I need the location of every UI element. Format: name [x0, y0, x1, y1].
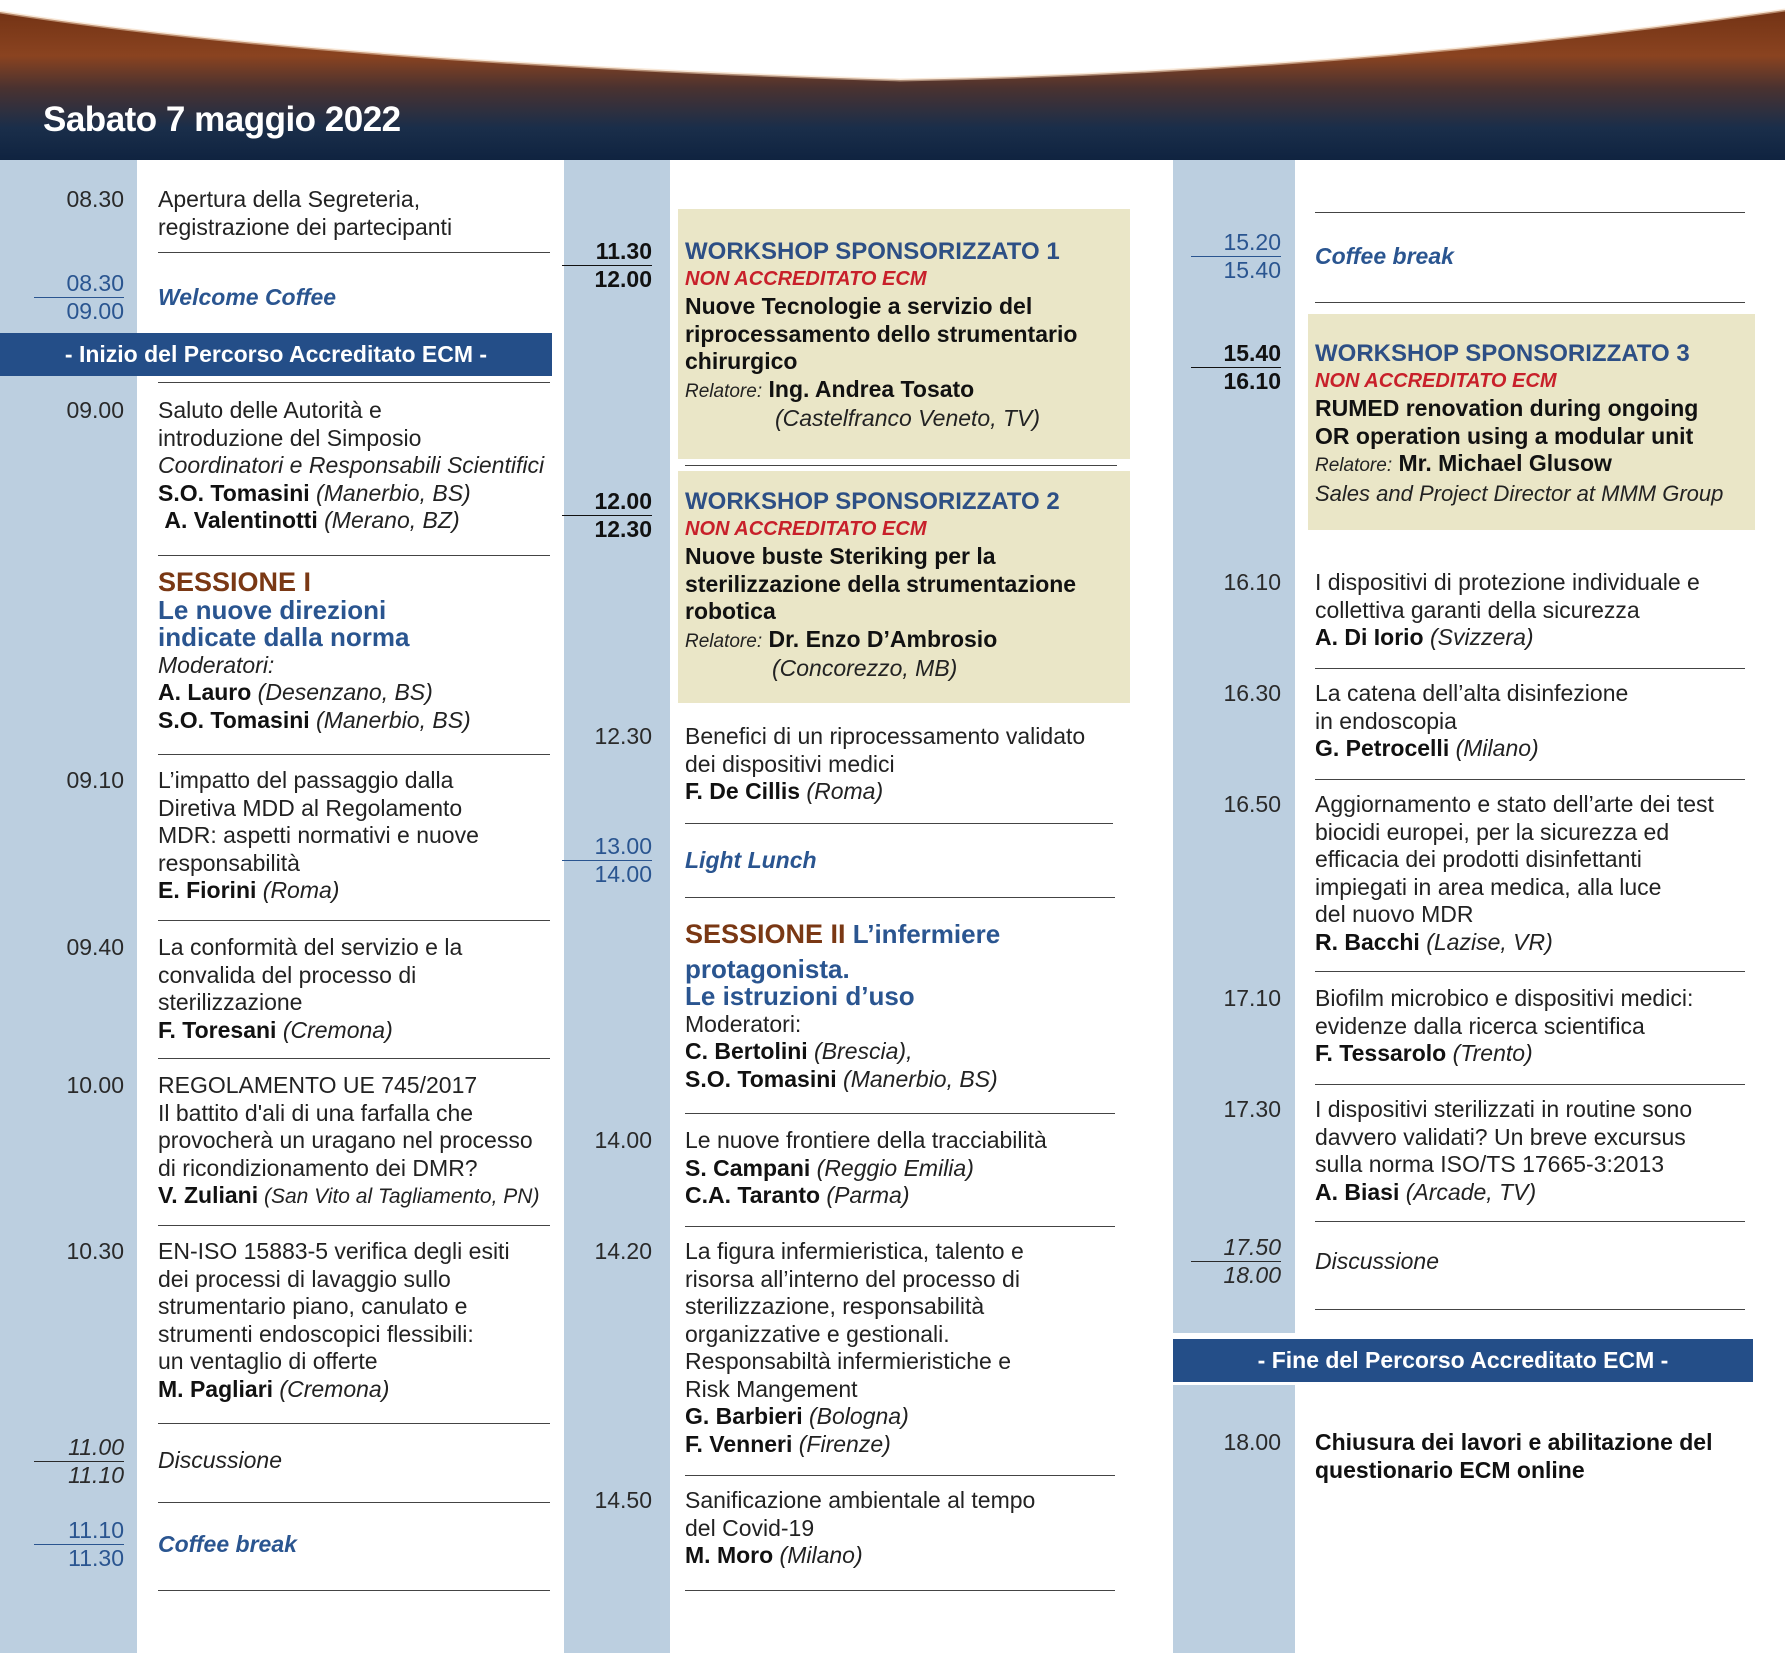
ecm-start-banner: - Inizio del Percorso Accreditato ECM - — [0, 333, 552, 376]
time-label: 17.30 — [1223, 1096, 1281, 1122]
closing-item: Chiusura dei lavori e abilitazione del questionario ECM online — [1315, 1429, 1713, 1483]
agenda-item: EN-ISO 15883-5 verifica degli esiti dei processi di lavaggio sullo strumentario piano, canulato e strumenti endoscopici flessibili: un ventaglio di offerte M. Pagliari (Cremona) — [158, 1238, 510, 1402]
agenda-item: I dispositivi sterilizzati in routine sono davvero validati? Un breve excursus sulla norma ISO/TS 17665-3:2013 A. Biasi (Arcade, TV) — [1315, 1096, 1693, 1205]
workshop-1: WORKSHOP SPONSORIZZATO 1 NON ACCREDITATO ECM Nuove Tecnologie a servizio del riprocessamento dello strumentario chirurgico Relatore: Ing. Andrea Tosato (Castelfranco Veneto, TV) — [685, 238, 1078, 431]
time-label: 09.00 — [66, 397, 124, 423]
divider — [1315, 1221, 1745, 1222]
divider — [1315, 1084, 1745, 1085]
divider — [685, 1226, 1115, 1227]
time-label: 09.10 — [66, 767, 124, 793]
divider — [158, 920, 550, 921]
time-range: 15.40 16.10 — [1191, 340, 1281, 395]
session-2-block: SESSIONE II L’infermiere protagonista. Le istruzioni d’uso Moderatori: C. Bertolini (Brescia), S.O. Tomasini (Manerbio, BS) — [685, 919, 1001, 1092]
divider — [685, 823, 1113, 824]
agenda-item: I dispositivi di protezione individuale e collettiva garanti della sicurezza A. Di Iorio (Svizzera) — [1315, 569, 1700, 650]
agenda-item: L’impatto del passaggio dalla Diretiva MDD al Regolamento MDR: aspetti normativi e nuove responsabilità E. Fiorini (Roma) — [158, 767, 479, 903]
agenda-item: Sanificazione ambientale al tempo del Covid-19 M. Moro (Milano) — [685, 1487, 1036, 1568]
welcome-coffee-label: Welcome Coffee — [158, 284, 337, 310]
light-lunch-label: Light Lunch — [685, 847, 817, 873]
time-label: 16.30 — [1223, 680, 1281, 706]
agenda-item: Biofilm microbico e dispositivi medici: evidenze dalla ricerca scientifica F. Tessarolo (Trento) — [1315, 985, 1694, 1066]
header-banner — [0, 0, 1785, 160]
divider — [685, 897, 1115, 898]
session-2-heading: SESSIONE II — [685, 919, 846, 949]
time-range: 11.30 12.00 — [562, 238, 652, 293]
divider — [685, 1590, 1115, 1591]
time-label: 09.40 — [66, 934, 124, 960]
divider — [685, 1475, 1115, 1476]
page-title: Sabato 7 maggio 2022 — [43, 100, 401, 139]
coffee-break-label: Coffee break — [1315, 243, 1454, 269]
agenda-item: Benefici di un riprocessamento validato dei dispositivi medici F. De Cillis (Roma) — [685, 723, 1086, 804]
discussion-label: Discussione — [1315, 1248, 1439, 1274]
coffee-break-label: Coffee break — [158, 1531, 297, 1557]
agenda-item: Saluto delle Autorità e introduzione del Simposio Coordinatori e Responsabili Scientifici S.O. Tomasini (Manerbio, BS) A. Valentinotti (Merano, BZ) — [158, 397, 545, 533]
divider — [158, 1058, 550, 1059]
divider — [158, 1423, 550, 1424]
session-1-heading: SESSIONE I — [158, 567, 312, 597]
divider — [685, 1113, 1115, 1114]
time-label: 12.30 — [594, 723, 652, 749]
ecm-end-banner: - Fine del Percorso Accreditato ECM - — [1173, 1339, 1753, 1382]
divider — [158, 1225, 550, 1226]
time-range: 11.00 11.10 — [34, 1434, 124, 1489]
agenda-item: REGOLAMENTO UE 745/2017 Il battito d'ali di una farfalla che provocherà un uragano nel processo di ricondizionamento dei DMR? V. Zuliani (San Vito al Tagliamento, PN) — [158, 1072, 540, 1208]
divider — [158, 754, 550, 755]
discussion-label: Discussione — [158, 1447, 282, 1473]
time-label: 10.00 — [66, 1072, 124, 1098]
time-range: 12.00 12.30 — [562, 488, 652, 543]
workshop-2: WORKSHOP SPONSORIZZATO 2 NON ACCREDITATO ECM Nuove buste Steriking per la sterilizzazione della strumentazione robotica Relatore: Dr. Enzo D’Ambrosio (Concorezzo, MB) — [685, 488, 1077, 681]
time-range: 08.30 09.00 — [34, 270, 124, 325]
time-label: 16.50 — [1223, 791, 1281, 817]
divider — [158, 382, 550, 383]
time-column-stripe-3b — [1173, 1385, 1295, 1653]
divider — [685, 465, 1117, 466]
time-range: 11.10 11.30 — [34, 1517, 124, 1572]
time-label: 17.10 — [1223, 985, 1281, 1011]
time-label: 16.10 — [1223, 569, 1281, 595]
time-label: 14.00 — [594, 1127, 652, 1153]
time-column-stripe-3 — [1173, 160, 1295, 1333]
time-column-stripe-1 — [0, 160, 137, 1653]
agenda-item: Le nuove frontiere della tracciabilità S. Campani (Reggio Emilia) C.A. Taranto (Parma) — [685, 1127, 1047, 1208]
time-range: 15.20 15.40 — [1191, 229, 1281, 284]
time-label: 10.30 — [66, 1238, 124, 1264]
agenda-item: La catena dell’alta disinfezione in endoscopia G. Petrocelli (Milano) — [1315, 680, 1629, 761]
divider — [158, 1502, 550, 1503]
divider — [1315, 1309, 1745, 1310]
time-label: 08.30 — [66, 186, 124, 212]
time-label: 14.20 — [594, 1238, 652, 1264]
time-range: 13.00 14.00 — [562, 833, 652, 888]
time-range: 17.50 18.00 — [1191, 1234, 1281, 1289]
divider — [158, 1590, 550, 1591]
divider — [1315, 668, 1745, 669]
agenda-item: La conformità del servizio e la convalida del processo di sterilizzazione F. Toresani (Cremona) — [158, 934, 463, 1043]
time-label: 14.50 — [594, 1487, 652, 1513]
divider — [1315, 212, 1745, 213]
divider — [158, 555, 550, 556]
time-column-stripe-2 — [564, 160, 670, 1653]
session-1-block: SESSIONE I Le nuove direzioni indicate dalla norma Moderatori: A. Lauro (Desenzano, BS) S.O. Tomasini (Manerbio, BS) — [158, 567, 471, 733]
agenda-item: Aggiornamento e stato dell’arte dei test biocidi europei, per la sicurezza ed efficacia dei prodotti disinfettanti impiegati in area medica, alla luce del nuovo MDR R. Bacchi (Lazise, VR) — [1315, 791, 1714, 955]
divider — [1315, 779, 1745, 780]
agenda-item: La figura infermieristica, talento e risorsa all’interno del processo di sterilizzazione, responsabilità organizzative e gestionali. Responsabiltà infermieristiche e Risk Mangement G. Barbieri (Bologna) F. Venneri (Firenze) — [685, 1238, 1024, 1457]
divider — [1315, 971, 1745, 972]
workshop-3: WORKSHOP SPONSORIZZATO 3 NON ACCREDITATO ECM RUMED renovation during ongoing OR operation using a modular unit Relatore: Mr. Michael Glusow Sales and Project Director at MMM Group — [1315, 340, 1724, 506]
divider — [1315, 302, 1745, 303]
divider — [158, 252, 550, 253]
time-label: 18.00 — [1223, 1429, 1281, 1455]
agenda-item: Apertura della Segreteria, registrazione dei partecipanti — [158, 186, 453, 240]
